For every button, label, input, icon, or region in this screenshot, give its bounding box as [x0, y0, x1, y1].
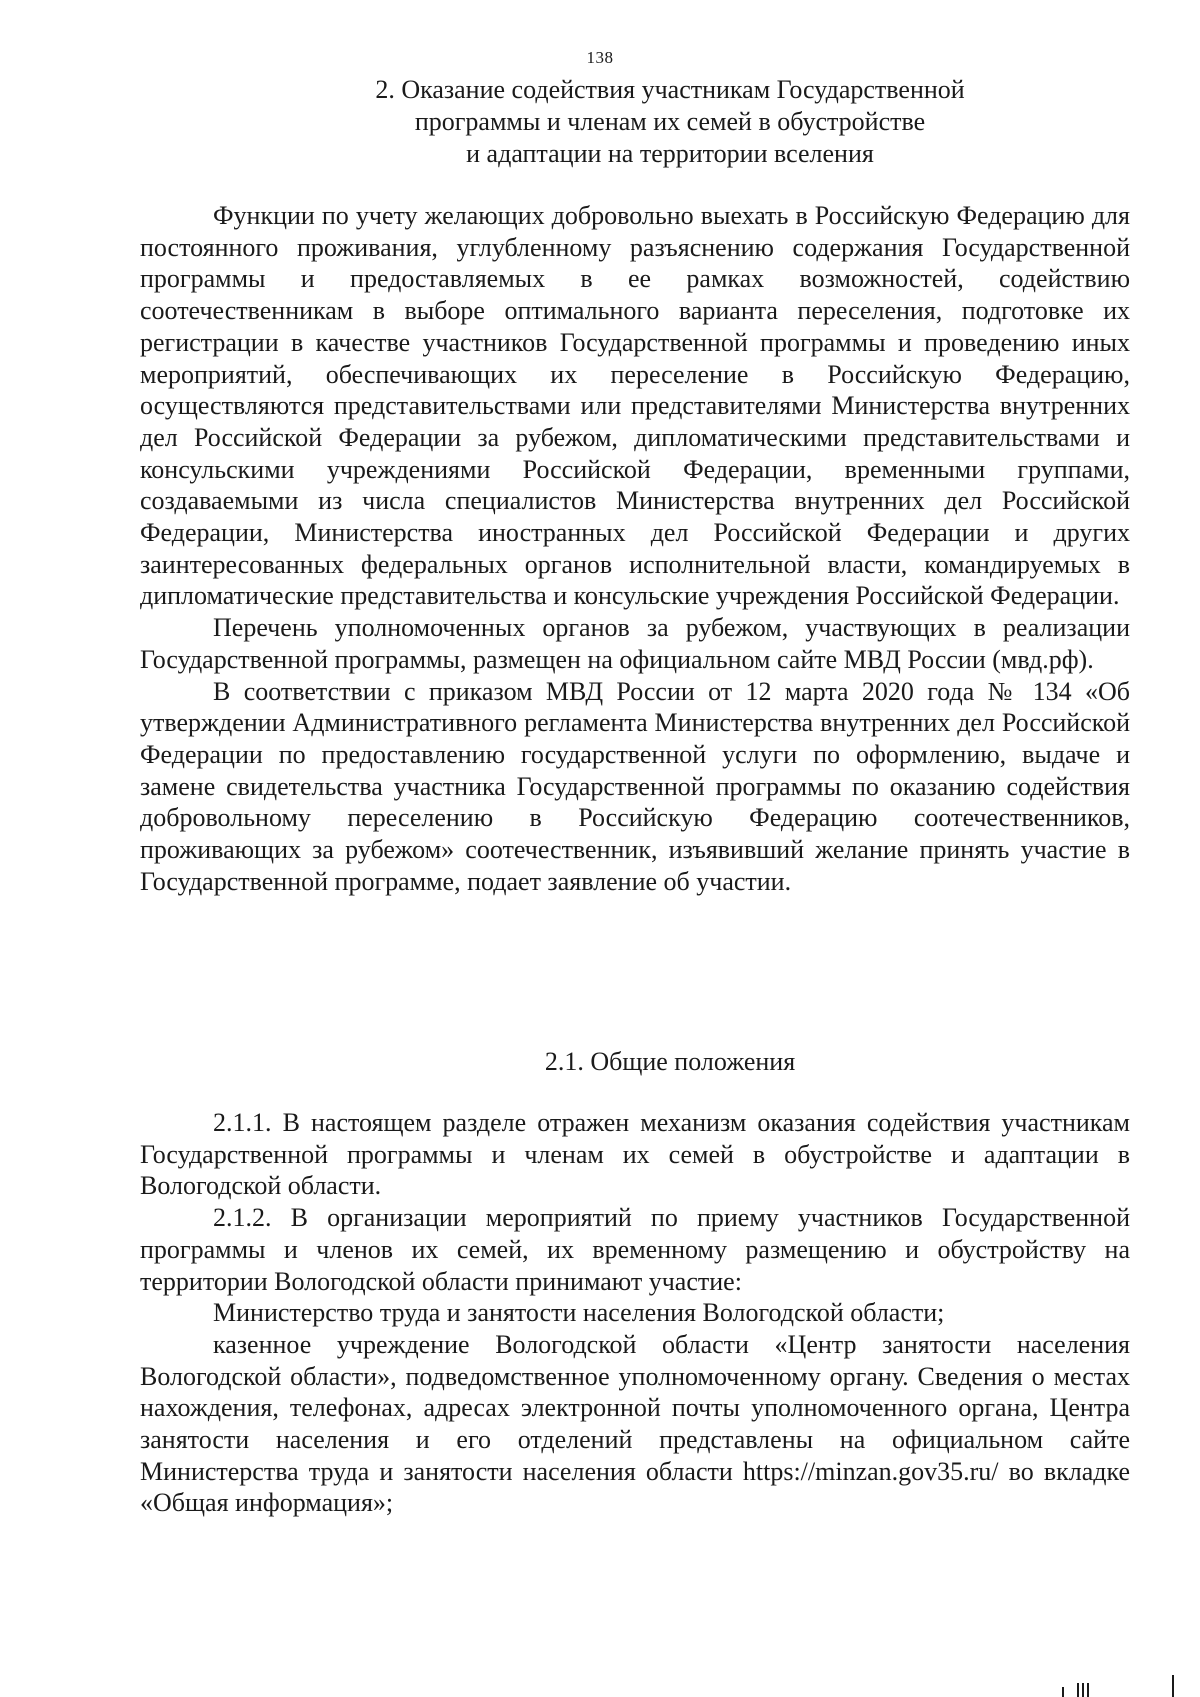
section-title-line: и адаптации на территории вселения [466, 139, 874, 168]
scan-mark [1087, 1683, 1089, 1697]
scan-mark [1082, 1683, 1084, 1697]
subsection-title: 2.1. Общие положения [544, 1047, 796, 1076]
section-title-line: 2. Оказание содействия участникам Государственной [375, 75, 965, 104]
paragraph: 2.1.2. В организации мероприятий по приему участников Государственной программы и членов их семей, их временному размещению и обустройству на территории Вологодской области принимают участие: [140, 1203, 1130, 1296]
page-number: 138 [586, 48, 614, 67]
paragraph: 2.1.1. В настоящем разделе отражен механизм оказания содействия участникам Государственной программы и членам их семей в обустройстве и адаптации в Вологодской области. [140, 1108, 1130, 1201]
section-title [0, 74, 1200, 170]
paragraph: Министерство труда и занятости населения Вологодской области; [213, 1298, 945, 1328]
scan-mark [1172, 1675, 1174, 1697]
section-title-line: программы и членам их семей в обустройстве [414, 107, 926, 136]
paragraph: Перечень уполномоченных органов за рубежом, участвующих в реализации Государственной программы, размещен на официальном сайте МВД России (мвд.рф). [140, 613, 1130, 674]
scan-margin-marks [1000, 1667, 1200, 1697]
scan-mark [1077, 1683, 1079, 1697]
paragraph: Функции по учету желающих добровольно выехать в Российскую Федерацию для постоянного проживания, углубленному разъяснению содержания Государственной программы и предоставляемых в ее рамках возможностей, содействию соотечественникам в выборе оптимального варианта переселения, подготовке их регистрации в качестве участников Государственной программы и проведению иных мероприятий, обеспечивающих их переселение в Российскую Федерацию, осуществляются представительствами или представителями Министерства внутренних дел Российской Федерации за рубежом, дипломатическими представительствами и консульскими учреждениями Российской Федерации, временными группами, создаваемыми из числа специалистов Министерства внутренних дел Российской Федерации, Министерства иностранных дел Российской Федерации и других заинтересованных федеральных органов исполнительной власти, командируемых в дипломатические представительства и консульские учреждения Российской Федерации. [140, 201, 1130, 611]
scan-mark [1062, 1687, 1064, 1697]
paragraph: казенное учреждение Вологодской области «Центр занятости населения Вологодской области», подведомственное уполномоченному органу. Сведения о местах нахождения, телефонах, адресах электронной почты уполномоченного органа, Центра занятости населения и его отделений представлены на официальном сайте Министерства труда и занятости населения области https://minzan.gov35.ru/ во вкладке «Общая информация»; [140, 1329, 1130, 1518]
paragraph: В соответствии с приказом МВД России от 12 марта 2020 года № 134 «Об утверждении Административного регламента Министерства внутренних дел Российской Федерации по предоставлению государственной услуги по оформлению, выдаче и замене свидетельства участника Государственной программы по оказанию содействия добровольному переселению в Российскую Федерацию соотечественников, проживающих за рубежом» соотечественник, изъявивший желание принять участие в Государственной программе, подает заявление об участии. [140, 676, 1130, 896]
subsection-text [140, 1107, 1130, 1519]
intro-text [140, 200, 1130, 897]
